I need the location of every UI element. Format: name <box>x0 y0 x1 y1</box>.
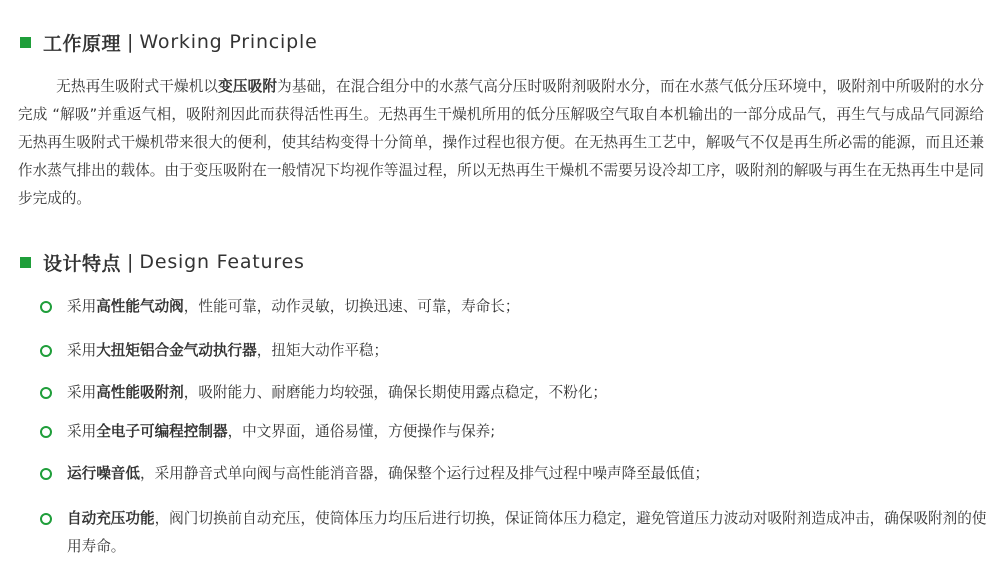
feature-text-post: ，中文界面，通俗易懂，方便操作与保养; <box>227 423 496 440</box>
section-title-en: Design Features <box>139 251 305 273</box>
section-title-separator: | <box>127 251 134 273</box>
feature-item <box>40 505 990 561</box>
green-ring-icon <box>40 513 52 525</box>
feature-text-post: ，性能可靠，动作灵敏，切换迅速、可靠，寿命长； <box>183 298 520 315</box>
principle-paragraph <box>18 73 984 213</box>
feature-text-bold: 自动充压功能 <box>67 510 155 527</box>
feature-text-post: ，阀门切换前自动充压，使筒体压力均压后进行切换，保证筒体压力稳定，避免管道压力波动对吸附剂造成冲击，确保吸附剂的使用寿命。 <box>67 510 987 555</box>
feature-text-bold: 大扭矩铝合金气动执行器 <box>96 342 257 359</box>
section-title-cn: 工作原理 <box>43 32 122 55</box>
feature-text-bold: 高性能吸附剂 <box>96 384 184 401</box>
feature-text-bold: 高性能气动阀 <box>96 298 184 315</box>
section-header-principle <box>20 29 318 55</box>
feature-text-post: ，吸附能力、耐磨能力均较强，确保长期使用露点稳定，不粉化； <box>183 384 608 401</box>
green-ring-icon <box>40 387 52 399</box>
green-ring-icon <box>40 468 52 480</box>
feature-text-bold: 运行噪音低 <box>67 465 140 482</box>
feature-text <box>67 460 990 488</box>
green-ring-icon <box>40 426 52 438</box>
feature-text <box>67 418 990 446</box>
section-title-en: Working Principle <box>139 31 318 53</box>
feature-text-post: ，扭矩大动作平稳； <box>256 342 389 359</box>
feature-text-bold: 全电子可编程控制器 <box>96 423 228 440</box>
section-title-separator: | <box>127 31 134 53</box>
paragraph-text-post: 为基础，在混合组分中的水蒸气高分压时吸附剂吸附水分，而在水蒸气低分压环境中，吸附剂中所吸附的水分完成 “解吸”并重返气相，吸附剂因此而获得活性再生。无热再生干燥机所用的低分压解吸空气取自本机输出的一部分成品气，再生气与成品气同源给无热再生吸附式干燥机带来很大的便利，使其结构变得十分简单，操作过程也很方便。在无热再生工艺中，解吸气不仅是再生所必需的能源，而且还兼作水蒸气排出的载体。由于变压吸附在一般情况下均视作等温过程，所以无热再生干燥机不需要另设冷却工序，吸附剂的解吸与再生在无热再生中是同步完成的。 <box>18 78 984 207</box>
green-ring-icon <box>40 301 52 313</box>
feature-item <box>40 460 990 488</box>
feature-text-pre: 采用 <box>67 423 97 440</box>
feature-text <box>67 337 990 365</box>
paragraph-text-bold: 变压吸附 <box>218 78 278 95</box>
feature-item <box>40 337 990 365</box>
feature-text-pre: 采用 <box>67 384 97 401</box>
feature-text-pre: 采用 <box>67 298 97 315</box>
section-title-cn: 设计特点 <box>43 252 122 275</box>
feature-text-post: ，采用静音式单向阀与高性能消音器，确保整个运行过程及排气过程中噪声降至最低值； <box>139 465 710 482</box>
green-square-icon <box>20 257 31 268</box>
section-header-features <box>20 249 305 275</box>
paragraph-text-pre: 无热再生吸附式干燥机以 <box>56 78 219 95</box>
feature-item <box>40 418 990 446</box>
feature-text <box>67 379 990 407</box>
feature-item <box>40 379 990 407</box>
green-ring-icon <box>40 345 52 357</box>
feature-text <box>67 505 990 561</box>
feature-text-pre: 采用 <box>67 342 97 359</box>
feature-text <box>67 293 990 321</box>
green-square-icon <box>20 37 31 48</box>
feature-item <box>40 293 990 321</box>
